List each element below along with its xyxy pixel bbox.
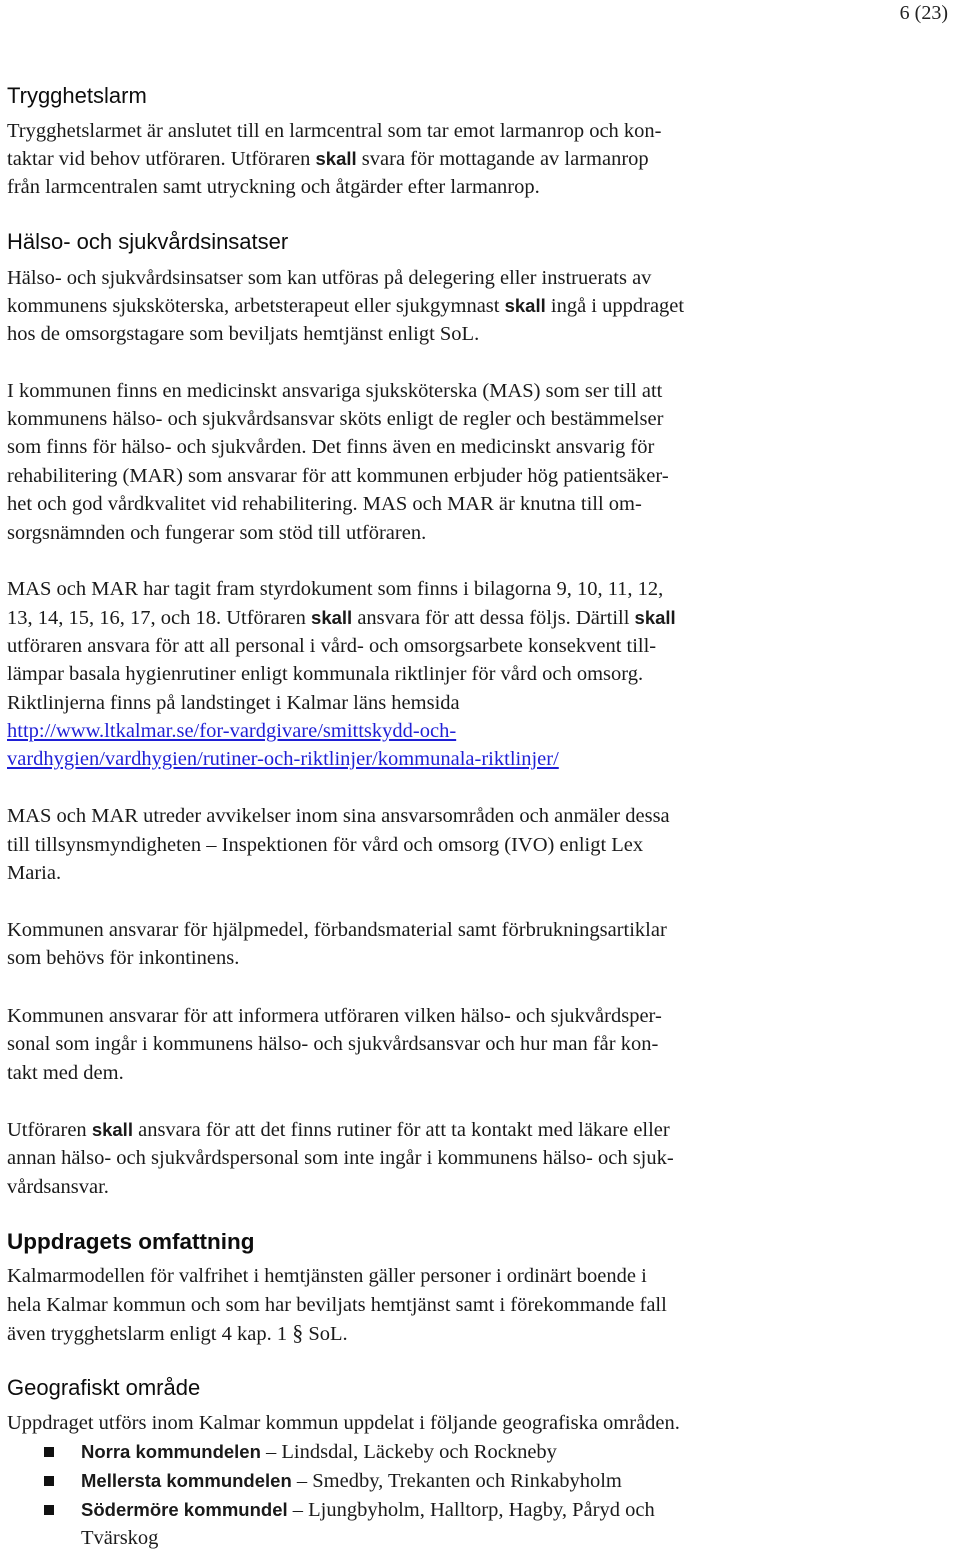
paragraph-line: Utföraren skall ansvara för att det finns rutiner för att ta kontakt med läkare eller xyxy=(7,1119,670,1141)
paragraph-line: Maria. xyxy=(7,862,62,884)
paragraph-line: taktar vid behov utföraren. Utföraren skall svara för mottagande av larmanrop xyxy=(7,148,649,170)
paragraph-line: även trygghetslarm enligt 4 kap. 1 § SoL. xyxy=(7,1320,348,1345)
list-item: Norra kommundelen – Lindsdal, Läckeby och Rockneby xyxy=(81,1441,557,1463)
paragraph-line: från larmcentralen samt utryckning och åtgärder efter larmanrop. xyxy=(7,176,540,198)
paragraph-line: I kommunen finns en medicinskt ansvariga sjuksköterska (MAS) som ser till att xyxy=(7,380,663,402)
bullet-square-icon xyxy=(44,1505,54,1515)
paragraph-line: Kommunen ansvarar för att informera utföraren vilken hälso- och sjukvårdsper- xyxy=(7,1005,662,1027)
list-item: Södermöre kommundel – Ljungbyholm, Halltorp, Hagby, Påryd och xyxy=(81,1499,655,1521)
section-sign: § xyxy=(292,1320,304,1345)
guideline-link-continued[interactable]: vardhygien/vardhygien/rutiner-och-riktlinjer/kommunala-riktlinjer/ xyxy=(7,748,559,770)
paragraph-line: MAS och MAR utreder avvikelser inom sina ansvarsområden och anmäler dessa xyxy=(7,805,670,827)
paragraph-line: MAS och MAR har tagit fram styrdokument som finns i bilagorna 9, 10, 11, 12, xyxy=(7,578,664,600)
paragraph-line: hela Kalmar kommun och som har beviljats hemtjänst samt i förekommande fall xyxy=(7,1294,667,1316)
paragraph-line: som finns för hälso- och sjukvården. Det finns även en medicinskt ansvarig för xyxy=(7,436,655,458)
list-item: Mellersta kommundelen – Smedby, Trekanten och Rinkabyholm xyxy=(81,1470,622,1492)
paragraph-line: till tillsynsmyndigheten – Inspektionen för vård och omsorg (IVO) enligt Lex xyxy=(7,834,644,856)
paragraph-line: het och god vårdkvalitet vid rehabilitering. MAS och MAR är knutna till om- xyxy=(7,493,642,515)
paragraph-line: Trygghetslarmet är anslutet till en larmcentral som tar emot larmanrop och kon- xyxy=(7,120,662,142)
section-heading-trygghetslarm: Trygghetslarm xyxy=(7,83,147,108)
paragraph-line: Hälso- och sjukvårdsinsatser som kan utföras på delegering eller instruerats av xyxy=(7,267,652,289)
section-heading-halso-och-sjukvard: Hälso- och sjukvårdsinsatser xyxy=(7,229,289,254)
bullet-square-icon xyxy=(44,1447,54,1457)
list-item-continued: Tvärskog xyxy=(81,1527,159,1549)
section-heading-uppdragets-omfattning: Uppdragets omfattning xyxy=(7,1229,255,1254)
paragraph-line: rehabilitering (MAR) som ansvarar för att kommunen erbjuder hög patientsäker- xyxy=(7,465,669,487)
paragraph-line: utföraren ansvara för att all personal i vård- och omsorgsarbete konsekvent till- xyxy=(7,635,657,657)
paragraph-line: 13, 14, 15, 16, 17, och 18. Utföraren skall ansvara för att dessa följs. Därtill skall xyxy=(7,607,676,629)
bullet-square-icon xyxy=(44,1476,54,1486)
paragraph-line: annan hälso- och sjukvårdspersonal som inte ingår i kommunens hälso- och sjuk- xyxy=(7,1147,674,1169)
section-heading-geografiskt-omrade: Geografiskt område xyxy=(7,1375,201,1400)
paragraph-line: Uppdraget utförs inom Kalmar kommun uppdelat i följande geografiska områden. xyxy=(7,1412,680,1434)
paragraph-line: Riktlinjerna finns på landstinget i Kalmar läns hemsida xyxy=(7,692,460,714)
paragraph-line: vårdsansvar. xyxy=(7,1176,109,1198)
paragraph-line: som behövs för inkontinens. xyxy=(7,947,240,969)
paragraph-line: takt med dem. xyxy=(7,1062,124,1084)
page-number: 6 (23) xyxy=(899,2,948,24)
paragraph-line: Kalmarmodellen för valfrihet i hemtjänsten gäller personer i ordinärt boende i xyxy=(7,1265,647,1287)
paragraph-line: hos de omsorgstagare som beviljats hemtjänst enligt SoL. xyxy=(7,323,480,345)
paragraph-line: lämpar basala hygienrutiner enligt kommunala riktlinjer för vård och omsorg. xyxy=(7,663,644,685)
paragraph-line: Kommunen ansvarar för hjälpmedel, förbandsmaterial samt förbrukningsartiklar xyxy=(7,919,667,941)
paragraph-line: sonal som ingår i kommunens hälso- och sjukvårdsansvar och hur man får kon- xyxy=(7,1033,659,1055)
paragraph-line: kommunens sjuksköterska, arbetsterapeut eller sjukgymnast skall ingå i uppdraget xyxy=(7,295,685,317)
paragraph-line: kommunens hälso- och sjukvårdsansvar sköts enligt de regler och bestämmelser xyxy=(7,408,664,430)
guideline-link[interactable]: http://www.ltkalmar.se/for-vardgivare/smittskydd-och- xyxy=(7,720,457,742)
paragraph-line: sorgsnämnden och fungerar som stöd till utföraren. xyxy=(7,522,427,544)
